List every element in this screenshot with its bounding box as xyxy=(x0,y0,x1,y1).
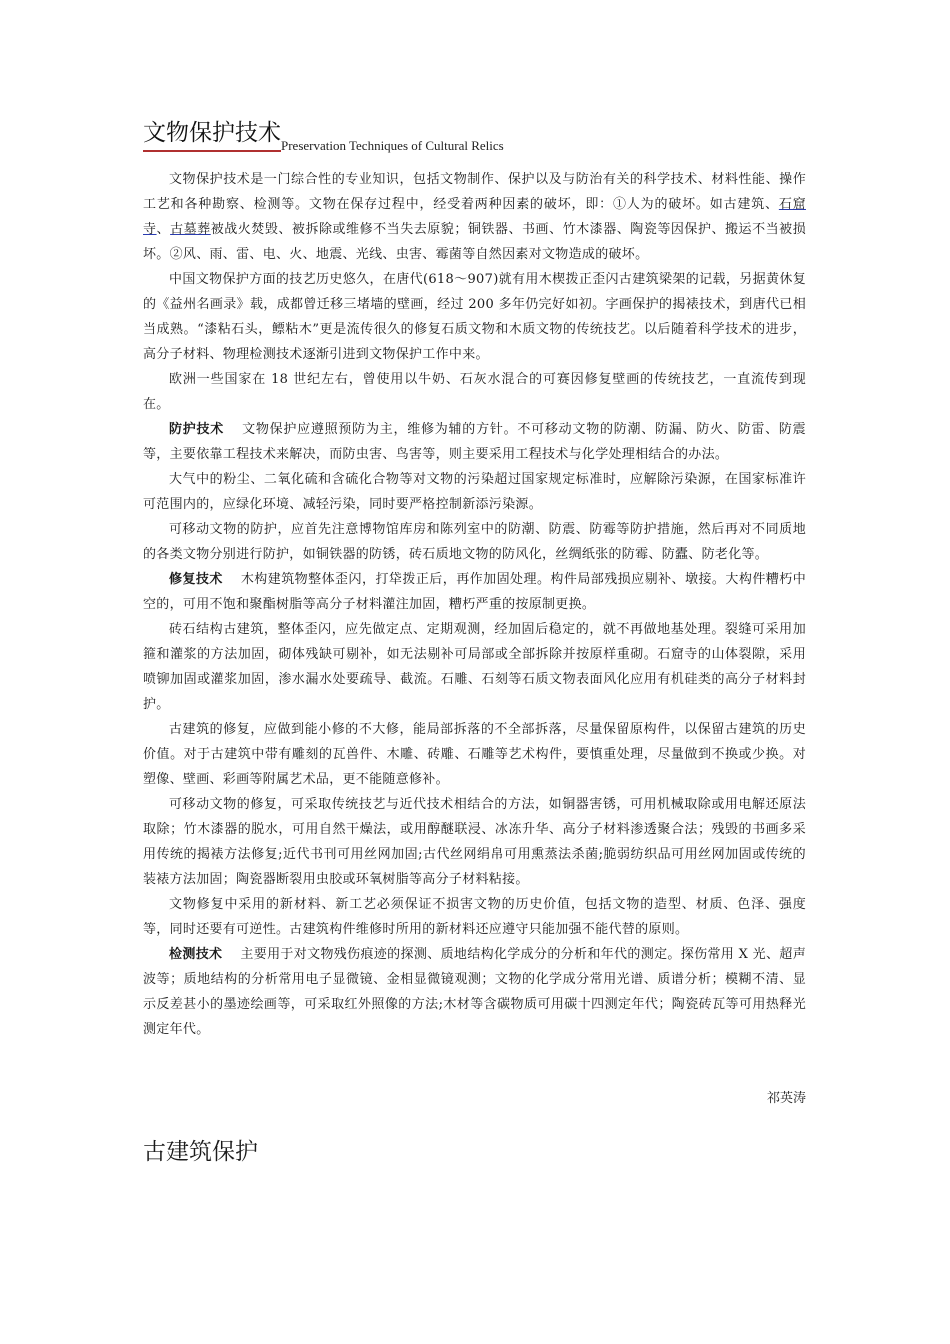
paragraph-restoration xyxy=(143,567,806,617)
section-term: 检测技术 xyxy=(169,947,223,962)
next-section-heading: 古建筑保护 xyxy=(143,1139,258,1165)
title-row xyxy=(143,118,504,152)
paragraph-detection xyxy=(143,942,806,1042)
link-shikusi[interactable]: 石窟寺 xyxy=(143,197,806,237)
paragraph-text: 文物保护技术是一门综合性的专业知识，包括文物制作、保护以及与防治有关的科学技术、材料性能、操作工艺和各种勘察、检测等。文物在保存过程中，经受着两种因素的破坏，即：①人为的破坏。如古建筑、 xyxy=(143,172,806,212)
paragraph xyxy=(143,167,806,267)
paragraph-text: 主要用于对文物残伤痕迹的探测、质地结构化学成分的分析和年代的测定。探伤常用 X 光、超声波等；质地结构的分析常用电子显微镜、金相显微镜观测；文物的化学成分常用光谱、质谱分析；模糊不清、显示反差甚小的墨迹绘画等，可采取红外照像的方法;木材等含碳物质可用碳十四测定年代；陶瓷砖瓦等可用热释光测定年代。 xyxy=(143,947,806,1037)
paragraph-text: 被战火焚毁、被拆除或维修不当失去原貌；铜铁器、书画、竹木漆器、陶瓷等因保护、搬运不当被损坏。②风、雨、雷、电、火、地震、光线、虫害、霉菌等自然因素对文物造成的破坏。 xyxy=(143,222,806,262)
section-term: 防护技术 xyxy=(169,422,225,437)
paragraph-protection xyxy=(143,417,806,467)
paragraph-text: 文物保护应遵照预防为主，维修为辅的方针。不可移动文物的防潮、防漏、防火、防雷、防震等，主要依靠工程技术来解决，而防虫害、鸟害等，则主要采用工程技术与化学处理相结合的办法。 xyxy=(143,422,806,462)
section-term: 修复技术 xyxy=(169,572,223,587)
paragraph: 大气中的粉尘、二氧化硫和含硫化合物等对文物的污染超过国家规定标准时，应解除污染源，在国家标准许可范围内的，应绿化环境、减轻污染，同时要严格控制新添污染源。 xyxy=(143,472,806,512)
paragraph: 砖石结构古建筑，整体歪闪，应先做定点、定期观测，经加固后稳定的，就不再做地基处理。裂缝可采用加箍和灌浆的方法加固，砌体残缺可剔补，如无法剔补可局部或全部拆除并按原样重砌。石窟寺的山体裂隙，采用喷铆加固或灌浆加固，渗水漏水处要疏导、截流。石雕、石刻等石质文物表面风化应用有机硅类的高分子材料封护。 xyxy=(143,622,806,712)
paragraph: 可移动文物的防护，应首先注意博物馆库房和陈列室中的防潮、防震、防霉等防护措施，然后再对不同质地的各类文物分别进行防护，如铜铁器的防锈，砖石质地文物的防风化，丝绸纸张的防霉、防蠹、防老化等。 xyxy=(143,522,806,562)
page-title: 文物保护技术 xyxy=(143,118,281,152)
paragraph: 可移动文物的修复，可采取传统技艺与近代技术相结合的方法，如铜器害锈，可用机械取除或用电解还原法取除；竹木漆器的脱水，可用自然干燥法，或用醇醚联浸、冰冻升华、高分子材料渗透聚合法；残毁的书画多采用传统的揭裱方法修复;近代书刊可用丝网加固;古代丝网绢帛可用熏蒸法杀菌;脆弱纺织品可用丝网加固或传统的装裱方法加固；陶瓷器断裂用虫胶或环氧树脂等高分子材料粘接。 xyxy=(143,797,806,887)
paragraph: 古建筑的修复，应做到能小修的不大修，能局部拆落的不全部拆落，尽量保留原构件，以保留古建筑的历史价值。对于古建筑中带有雕刻的瓦兽件、木雕、砖雕、石雕等艺术构件，要慎重处理，尽量做到不换或少换。对塑像、壁画、彩画等附属艺术品，更不能随意修补。 xyxy=(143,722,806,787)
paragraph: 欧洲一些国家在 18 世纪左右，曾使用以牛奶、石灰水混合的可赛因修复壁画的传统技艺，一直流传到现在。 xyxy=(143,372,806,412)
paragraph-text: 木构建筑物整体歪闪，打牮拨正后，再作加固处理。构件局部残损应剔补、墩接。大构件糟朽中空的，可用不饱和聚酯树脂等高分子材料灌注加固，糟朽严重的按原制更换。 xyxy=(143,572,806,612)
author-name: 祁英涛 xyxy=(766,1091,806,1106)
link-gumuzang[interactable]: 古墓葬 xyxy=(170,222,211,237)
article-body xyxy=(143,167,806,1042)
paragraph: 文物修复中采用的新材料、新工艺必须保证不损害文物的历史价值，包括文物的造型、材质、色泽、强度等，同时还要有可逆性。古建筑构件维修时所用的新材料还应遵守只能加强不能代替的原则。 xyxy=(143,897,806,937)
page-title-english: Preservation Techniques of Cultural Relics xyxy=(281,138,504,153)
paragraph: 中国文物保护方面的技艺历史悠久，在唐代(618～907)就有用木楔拨正歪闪古建筑梁架的记载，另据黄休复的《益州名画录》载，成都曾迁移三堵墙的壁画，经过 200 多年仍完好如初。字画保护的揭裱技术，到唐代已相当成熟。“漆粘石头，鳔粘木”更是流传很久的修复石质文物和木质文物的传统技艺。以后随着科学技术的进步，高分子材料、物理检测技术逐渐引进到文物保护工作中来。 xyxy=(143,272,806,362)
paragraph-text: 、 xyxy=(156,222,171,237)
